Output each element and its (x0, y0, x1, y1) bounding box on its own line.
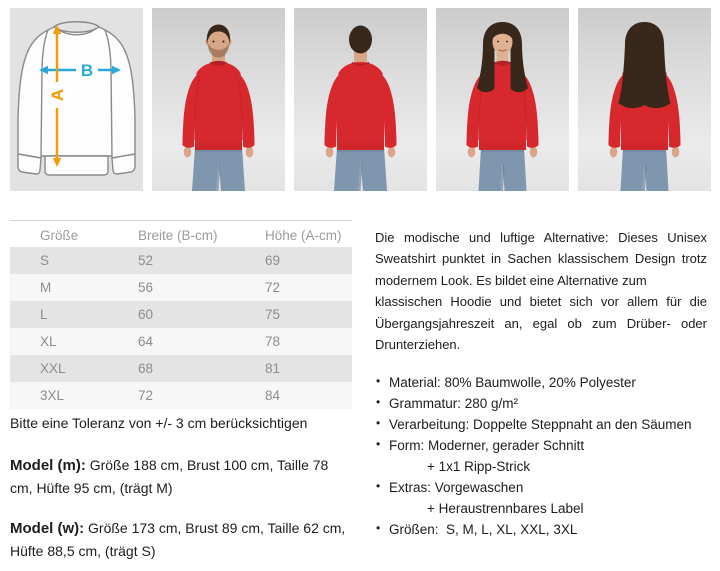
width-value: 56 (138, 280, 154, 295)
size-table-row (10, 274, 352, 301)
column-groesse: Größe (40, 227, 79, 243)
measure-label-b: B (80, 61, 94, 80)
size-table-header-row (10, 221, 352, 248)
size-label: XXL (40, 361, 66, 376)
description-line: Sweatshirt punktet in Sachen klassischem Design trotz (375, 251, 707, 267)
model-m-info (10, 454, 352, 500)
size-diagram-panel (10, 8, 143, 191)
height-value: 69 (265, 253, 281, 268)
feature-text: Grammatur: 280 g/m² (389, 396, 519, 412)
height-value: 84 (265, 388, 281, 403)
description-line: Übergangsjahreszeit an, egal ob zum Drüber- oder (375, 315, 707, 331)
width-value: 68 (138, 361, 154, 376)
model-figure (152, 8, 285, 191)
size-table (10, 220, 352, 409)
feature-item (375, 435, 707, 477)
height-value: 81 (265, 361, 281, 376)
width-value: 72 (138, 388, 154, 403)
model-figure (294, 8, 427, 191)
feature-text: Verarbeitung: Doppelte Steppnaht an den Säumen (389, 417, 692, 433)
model-m-text: Größe 188 cm, Brust 100 cm, Taille 78 cm, Hüfte 95 cm, (trägt M) (10, 457, 329, 496)
model-m-label: Model (m): (10, 457, 86, 474)
size-table-row (10, 355, 352, 382)
feature-text: Form: Moderner, gerader Schnitt (389, 438, 585, 454)
feature-list (375, 372, 707, 540)
feature-item (375, 519, 707, 540)
description-line: Drunterziehen. (375, 337, 461, 353)
height-value: 75 (265, 307, 281, 322)
size-label: M (40, 280, 52, 295)
product-gallery (10, 8, 711, 191)
feature-text: Extras: Vorgewaschen (389, 480, 524, 496)
description-line: Die modische und luftige Alternative: Dieses Unisex (375, 230, 707, 245)
model-w-label: Model (w): (10, 520, 85, 537)
feature-item (375, 393, 707, 414)
model-figure (578, 8, 711, 191)
description-line: klassischen Hoodie und bietet sich vor allem für die (375, 294, 707, 310)
feature-item (375, 372, 707, 393)
height-value: 72 (265, 280, 281, 295)
tolerance-note: Bitte eine Toleranz von +/- 3 cm berücksichtigen (10, 415, 308, 431)
model-photo-male-back (294, 8, 427, 191)
description-column (375, 220, 707, 540)
feature-extra-line: + 1x1 Ripp-Strick (427, 459, 531, 475)
width-value: 52 (138, 253, 154, 268)
feature-text: Größen: S, M, L, XL, XXL, 3XL (389, 522, 578, 538)
model-figure (436, 8, 569, 191)
width-value: 60 (138, 307, 154, 322)
feature-text: Material: 80% Baumwolle, 20% Polyester (389, 375, 636, 391)
size-table-row (10, 382, 352, 409)
measure-label-a: A (48, 88, 67, 102)
model-w-info (10, 517, 352, 563)
product-description (375, 227, 707, 355)
description-line: modernem Look. Es bildet eine Alternative zum (375, 272, 647, 288)
size-table-row (10, 247, 352, 274)
feature-extra-line: + Heraustrennbares Label (427, 501, 584, 517)
size-label: XL (40, 334, 57, 349)
size-label: 3XL (40, 388, 65, 403)
size-label: L (40, 307, 48, 322)
model-photo-female-front (436, 8, 569, 191)
size-label: S (40, 253, 50, 268)
size-table-body (10, 247, 352, 409)
feature-item (375, 477, 707, 519)
model-photo-male-front (152, 8, 285, 191)
size-table-row (10, 328, 352, 355)
column-hoehe: Höhe (A-cm) (265, 227, 342, 243)
column-breite: Breite (B-cm) (138, 227, 218, 243)
height-value: 78 (265, 334, 281, 349)
model-photo-female-back (578, 8, 711, 191)
model-w-text: Größe 173 cm, Brust 89 cm, Taille 62 cm, Hüfte 88,5 cm, (trägt S) (10, 520, 346, 559)
sweatshirt-measurement-diagram (10, 8, 143, 191)
size-info-column (10, 220, 352, 563)
size-table-row (10, 301, 352, 328)
width-value: 64 (138, 334, 154, 349)
feature-item (375, 414, 707, 435)
